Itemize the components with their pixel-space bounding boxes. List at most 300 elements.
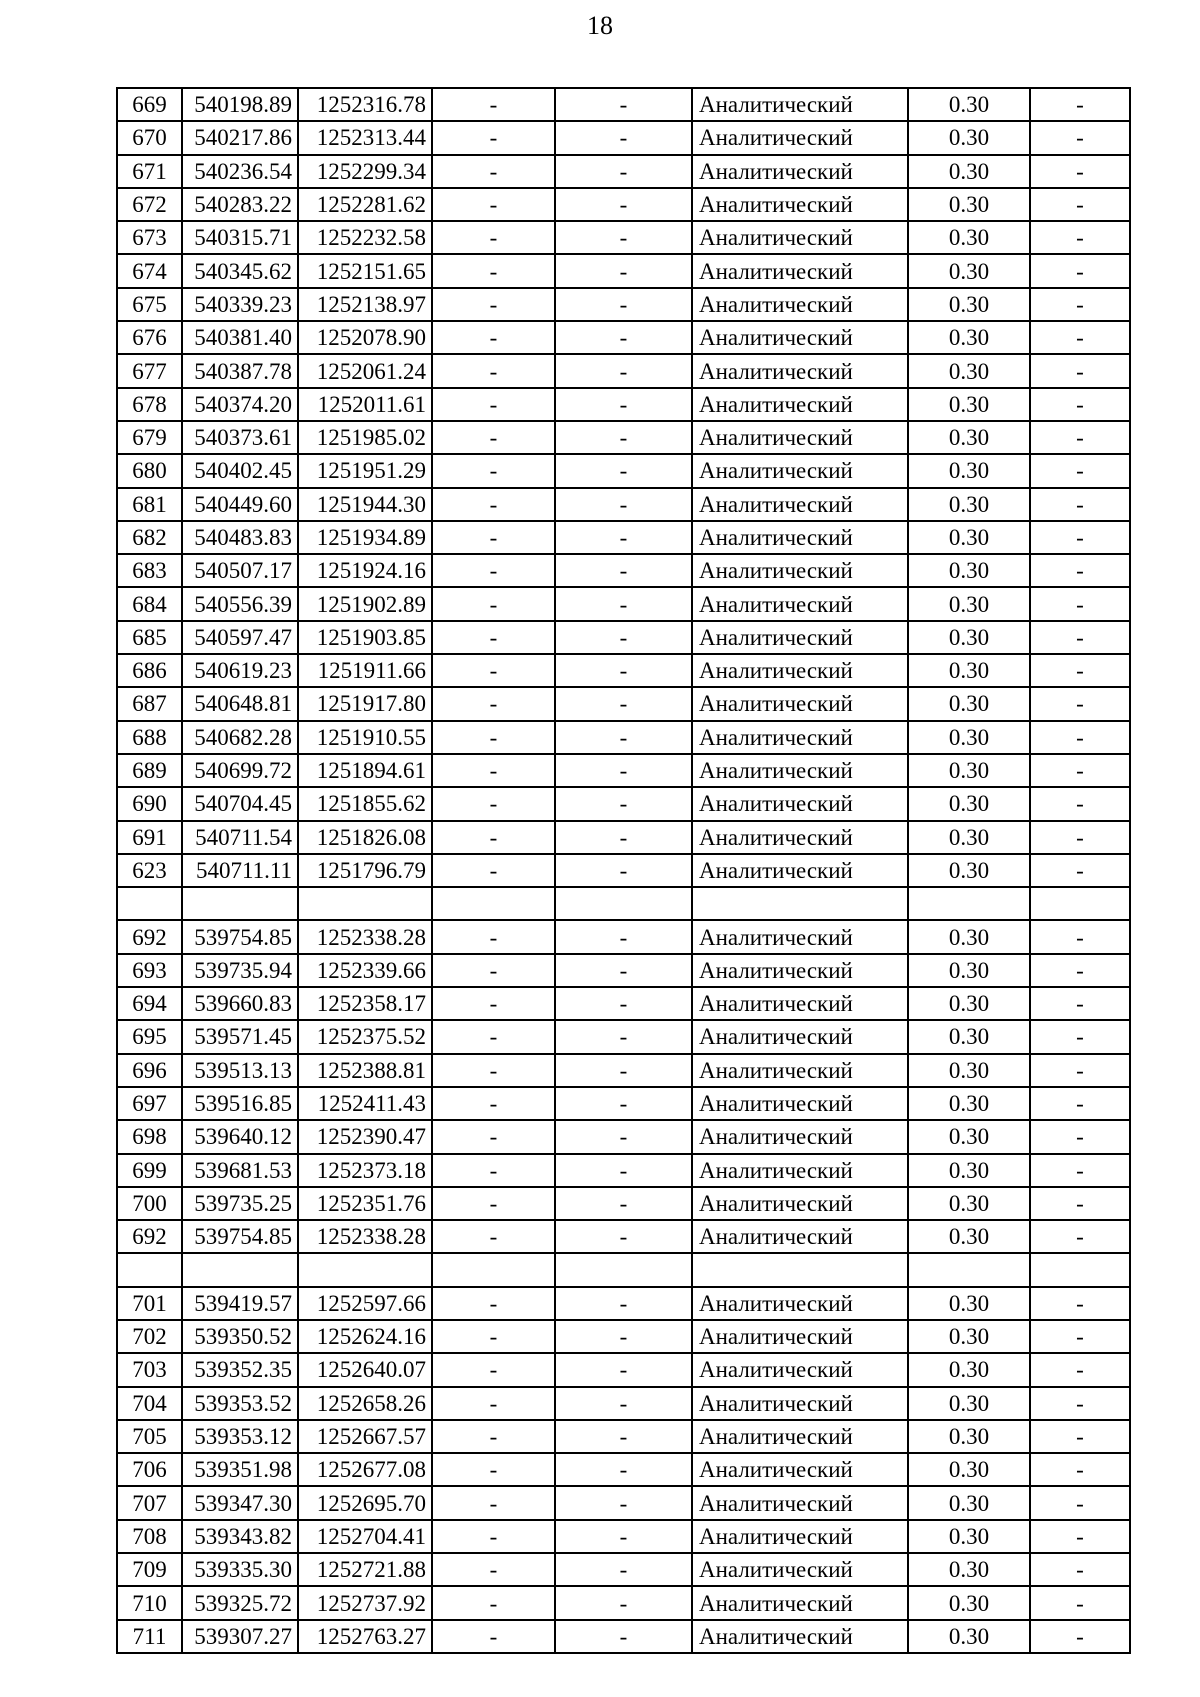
- x-coordinate-cell: 539513.13: [182, 1054, 298, 1087]
- y-coordinate-cell: 1252358.17: [298, 987, 432, 1020]
- col8-cell: -: [1030, 1353, 1130, 1386]
- table-row: [117, 1187, 1130, 1220]
- y-coordinate-cell: 1252640.07: [298, 1353, 432, 1386]
- accuracy-cell: 0.30: [908, 721, 1030, 754]
- method-cell: Аналитический: [692, 488, 908, 521]
- y-coordinate-cell: [298, 887, 432, 920]
- method-cell: Аналитический: [692, 1020, 908, 1053]
- col8-cell: -: [1030, 321, 1130, 354]
- col5-cell: -: [555, 821, 692, 854]
- table-row: [117, 421, 1130, 454]
- col4-cell: -: [432, 155, 555, 188]
- table-row: [117, 488, 1130, 521]
- col4-cell: -: [432, 1453, 555, 1486]
- method-cell: Аналитический: [692, 721, 908, 754]
- table-row: [117, 1020, 1130, 1053]
- col5-cell: -: [555, 521, 692, 554]
- method-cell: Аналитический: [692, 621, 908, 654]
- col4-cell: -: [432, 1187, 555, 1220]
- point-number-cell: 698: [117, 1120, 182, 1153]
- accuracy-cell: 0.30: [908, 587, 1030, 620]
- y-coordinate-cell: 1252737.92: [298, 1586, 432, 1619]
- col5-cell: -: [555, 421, 692, 454]
- x-coordinate-cell: 540619.23: [182, 654, 298, 687]
- y-coordinate-cell: 1251903.85: [298, 621, 432, 654]
- y-coordinate-cell: 1252138.97: [298, 288, 432, 321]
- col5-cell: -: [555, 221, 692, 254]
- accuracy-cell: 0.30: [908, 1420, 1030, 1453]
- method-cell: Аналитический: [692, 1087, 908, 1120]
- point-number-cell: 669: [117, 88, 182, 121]
- accuracy-cell: 0.30: [908, 354, 1030, 387]
- col4-cell: -: [432, 1154, 555, 1187]
- col4-cell: -: [432, 188, 555, 221]
- y-coordinate-cell: 1252704.41: [298, 1520, 432, 1553]
- x-coordinate-cell: 539343.82: [182, 1520, 298, 1553]
- accuracy-cell: 0.30: [908, 454, 1030, 487]
- point-number-cell: 691: [117, 821, 182, 854]
- y-coordinate-cell: 1252281.62: [298, 188, 432, 221]
- method-cell: Аналитический: [692, 654, 908, 687]
- x-coordinate-cell: 540556.39: [182, 587, 298, 620]
- coordinates-table: [116, 87, 1131, 1654]
- col4-cell: -: [432, 587, 555, 620]
- col8-cell: -: [1030, 188, 1130, 221]
- col5-cell: -: [555, 321, 692, 354]
- col4-cell: -: [432, 554, 555, 587]
- x-coordinate-cell: 540402.45: [182, 454, 298, 487]
- x-coordinate-cell: 540283.22: [182, 188, 298, 221]
- col4-cell: -: [432, 1620, 555, 1653]
- method-cell: Аналитический: [692, 687, 908, 720]
- table-row: [117, 920, 1130, 953]
- table-row: [117, 121, 1130, 154]
- col8-cell: -: [1030, 155, 1130, 188]
- col8-cell: -: [1030, 1387, 1130, 1420]
- y-coordinate-cell: 1251826.08: [298, 821, 432, 854]
- method-cell: Аналитический: [692, 1353, 908, 1386]
- col4-cell: -: [432, 1520, 555, 1553]
- point-number-cell: 683: [117, 554, 182, 587]
- x-coordinate-cell: 540217.86: [182, 121, 298, 154]
- col4-cell: -: [432, 1353, 555, 1386]
- accuracy-cell: 0.30: [908, 421, 1030, 454]
- y-coordinate-cell: 1251796.79: [298, 854, 432, 887]
- col5-cell: -: [555, 1620, 692, 1653]
- y-coordinate-cell: 1252338.28: [298, 920, 432, 953]
- point-number-cell: 708: [117, 1520, 182, 1553]
- col4-cell: -: [432, 288, 555, 321]
- point-number-cell: 688: [117, 721, 182, 754]
- col4-cell: -: [432, 654, 555, 687]
- table-row: [117, 1287, 1130, 1320]
- col8-cell: -: [1030, 421, 1130, 454]
- table-row: [117, 1087, 1130, 1120]
- method-cell: Аналитический: [692, 854, 908, 887]
- col8-cell: -: [1030, 1220, 1130, 1253]
- col4-cell: -: [432, 1087, 555, 1120]
- method-cell: Аналитический: [692, 521, 908, 554]
- y-coordinate-cell: 1252375.52: [298, 1020, 432, 1053]
- col5-cell: -: [555, 1287, 692, 1320]
- y-coordinate-cell: 1252411.43: [298, 1087, 432, 1120]
- accuracy-cell: 0.30: [908, 155, 1030, 188]
- col5-cell: -: [555, 1586, 692, 1619]
- table-row: [117, 1253, 1130, 1286]
- x-coordinate-cell: 539660.83: [182, 987, 298, 1020]
- x-coordinate-cell: 539353.12: [182, 1420, 298, 1453]
- point-number-cell: 701: [117, 1287, 182, 1320]
- col4-cell: -: [432, 321, 555, 354]
- x-coordinate-cell: 540682.28: [182, 721, 298, 754]
- col5-cell: -: [555, 1154, 692, 1187]
- method-cell: Аналитический: [692, 155, 908, 188]
- accuracy-cell: 0.30: [908, 221, 1030, 254]
- y-coordinate-cell: 1251934.89: [298, 521, 432, 554]
- accuracy-cell: 0.30: [908, 554, 1030, 587]
- col8-cell: -: [1030, 787, 1130, 820]
- col8-cell: -: [1030, 1620, 1130, 1653]
- point-number-cell: 673: [117, 221, 182, 254]
- table-row: [117, 1320, 1130, 1353]
- method-cell: Аналитический: [692, 321, 908, 354]
- table-row: [117, 654, 1130, 687]
- col4-cell: -: [432, 821, 555, 854]
- table-row: [117, 254, 1130, 287]
- col5-cell: -: [555, 1320, 692, 1353]
- x-coordinate-cell: 540345.62: [182, 254, 298, 287]
- method-cell: Аналитический: [692, 587, 908, 620]
- table-row: [117, 188, 1130, 221]
- accuracy-cell: 0.30: [908, 88, 1030, 121]
- table-row: [117, 388, 1130, 421]
- table-row: [117, 554, 1130, 587]
- x-coordinate-cell: 540648.81: [182, 687, 298, 720]
- accuracy-cell: 0.30: [908, 1387, 1030, 1420]
- point-number-cell: 670: [117, 121, 182, 154]
- method-cell: Аналитический: [692, 88, 908, 121]
- point-number-cell: 707: [117, 1486, 182, 1519]
- table-row: [117, 155, 1130, 188]
- y-coordinate-cell: 1252078.90: [298, 321, 432, 354]
- x-coordinate-cell: 539681.53: [182, 1154, 298, 1187]
- method-cell: Аналитический: [692, 821, 908, 854]
- col8-cell: -: [1030, 88, 1130, 121]
- col4-cell: -: [432, 920, 555, 953]
- x-coordinate-cell: 539335.30: [182, 1553, 298, 1586]
- method-cell: Аналитический: [692, 221, 908, 254]
- method-cell: Аналитический: [692, 1187, 908, 1220]
- col8-cell: -: [1030, 1453, 1130, 1486]
- col5-cell: -: [555, 1087, 692, 1120]
- col4-cell: -: [432, 1486, 555, 1519]
- col5-cell: -: [555, 121, 692, 154]
- table-row: [117, 754, 1130, 787]
- table-row: [117, 288, 1130, 321]
- col8-cell: -: [1030, 654, 1130, 687]
- col4-cell: -: [432, 254, 555, 287]
- x-coordinate-cell: 539352.35: [182, 1353, 298, 1386]
- y-coordinate-cell: 1252390.47: [298, 1120, 432, 1153]
- x-coordinate-cell: 540711.54: [182, 821, 298, 854]
- method-cell: [692, 1253, 908, 1286]
- col8-cell: -: [1030, 1154, 1130, 1187]
- col4-cell: -: [432, 1387, 555, 1420]
- col4-cell: [432, 887, 555, 920]
- col4-cell: -: [432, 421, 555, 454]
- accuracy-cell: 0.30: [908, 787, 1030, 820]
- col4-cell: -: [432, 488, 555, 521]
- col4-cell: -: [432, 1054, 555, 1087]
- table-row: [117, 1553, 1130, 1586]
- point-number-cell: 678: [117, 388, 182, 421]
- y-coordinate-cell: 1252299.34: [298, 155, 432, 188]
- x-coordinate-cell: 539350.52: [182, 1320, 298, 1353]
- method-cell: Аналитический: [692, 1220, 908, 1253]
- point-number-cell: 672: [117, 188, 182, 221]
- method-cell: Аналитический: [692, 188, 908, 221]
- accuracy-cell: 0.30: [908, 1120, 1030, 1153]
- accuracy-cell: 0.30: [908, 1586, 1030, 1619]
- col8-cell: -: [1030, 1320, 1130, 1353]
- y-coordinate-cell: 1252151.65: [298, 254, 432, 287]
- y-coordinate-cell: 1252338.28: [298, 1220, 432, 1253]
- accuracy-cell: 0.30: [908, 1353, 1030, 1386]
- method-cell: Аналитический: [692, 1486, 908, 1519]
- point-number-cell: 677: [117, 354, 182, 387]
- accuracy-cell: 0.30: [908, 1553, 1030, 1586]
- accuracy-cell: 0.30: [908, 1220, 1030, 1253]
- x-coordinate-cell: 540198.89: [182, 88, 298, 121]
- col8-cell: -: [1030, 587, 1130, 620]
- method-cell: [692, 887, 908, 920]
- col5-cell: -: [555, 354, 692, 387]
- method-cell: Аналитический: [692, 754, 908, 787]
- y-coordinate-cell: 1251944.30: [298, 488, 432, 521]
- col8-cell: -: [1030, 721, 1130, 754]
- col5-cell: -: [555, 754, 692, 787]
- point-number-cell: 682: [117, 521, 182, 554]
- col5-cell: -: [555, 721, 692, 754]
- y-coordinate-cell: [298, 1253, 432, 1286]
- table-row: [117, 854, 1130, 887]
- point-number-cell: 679: [117, 421, 182, 454]
- col8-cell: -: [1030, 687, 1130, 720]
- col8-cell: -: [1030, 1486, 1130, 1519]
- table-row: [117, 687, 1130, 720]
- table-row: [117, 521, 1130, 554]
- col5-cell: -: [555, 454, 692, 487]
- method-cell: Аналитический: [692, 1120, 908, 1153]
- x-coordinate-cell: [182, 1253, 298, 1286]
- col5-cell: [555, 1253, 692, 1286]
- col8-cell: [1030, 1253, 1130, 1286]
- x-coordinate-cell: 539571.45: [182, 1020, 298, 1053]
- x-coordinate-cell: 540315.71: [182, 221, 298, 254]
- accuracy-cell: 0.30: [908, 321, 1030, 354]
- point-number-cell: 671: [117, 155, 182, 188]
- col8-cell: -: [1030, 1420, 1130, 1453]
- y-coordinate-cell: 1252658.26: [298, 1387, 432, 1420]
- col8-cell: -: [1030, 854, 1130, 887]
- point-number-cell: 709: [117, 1553, 182, 1586]
- table-row: [117, 1220, 1130, 1253]
- col8-cell: -: [1030, 388, 1130, 421]
- col5-cell: -: [555, 388, 692, 421]
- accuracy-cell: 0.30: [908, 920, 1030, 953]
- point-number-cell: 694: [117, 987, 182, 1020]
- x-coordinate-cell: 540449.60: [182, 488, 298, 521]
- col4-cell: -: [432, 88, 555, 121]
- col8-cell: -: [1030, 1586, 1130, 1619]
- accuracy-cell: 0.30: [908, 521, 1030, 554]
- table-row: [117, 1453, 1130, 1486]
- col4-cell: -: [432, 121, 555, 154]
- accuracy-cell: 0.30: [908, 621, 1030, 654]
- accuracy-cell: 0.30: [908, 1320, 1030, 1353]
- accuracy-cell: 0.30: [908, 488, 1030, 521]
- x-coordinate-cell: 540236.54: [182, 155, 298, 188]
- y-coordinate-cell: 1252339.66: [298, 954, 432, 987]
- col8-cell: -: [1030, 354, 1130, 387]
- y-coordinate-cell: 1251924.16: [298, 554, 432, 587]
- table-row: [117, 1420, 1130, 1453]
- y-coordinate-cell: 1252763.27: [298, 1620, 432, 1653]
- table-row: [117, 1120, 1130, 1153]
- accuracy-cell: 0.30: [908, 1453, 1030, 1486]
- col8-cell: -: [1030, 754, 1130, 787]
- col4-cell: -: [432, 721, 555, 754]
- x-coordinate-cell: 540387.78: [182, 354, 298, 387]
- table-row: [117, 1620, 1130, 1653]
- y-coordinate-cell: 1251902.89: [298, 587, 432, 620]
- col4-cell: -: [432, 787, 555, 820]
- col5-cell: -: [555, 1020, 692, 1053]
- point-number-cell: 703: [117, 1353, 182, 1386]
- col8-cell: -: [1030, 1520, 1130, 1553]
- method-cell: Аналитический: [692, 288, 908, 321]
- col8-cell: -: [1030, 920, 1130, 953]
- point-number-cell: 685: [117, 621, 182, 654]
- method-cell: Аналитический: [692, 987, 908, 1020]
- method-cell: Аналитический: [692, 554, 908, 587]
- accuracy-cell: 0.30: [908, 1087, 1030, 1120]
- col4-cell: [432, 1253, 555, 1286]
- y-coordinate-cell: 1252667.57: [298, 1420, 432, 1453]
- accuracy-cell: 0.30: [908, 1020, 1030, 1053]
- col5-cell: [555, 887, 692, 920]
- accuracy-cell: 0.30: [908, 654, 1030, 687]
- accuracy-cell: 0.30: [908, 1287, 1030, 1320]
- point-number-cell: 705: [117, 1420, 182, 1453]
- table-row: [117, 221, 1130, 254]
- col4-cell: -: [432, 1120, 555, 1153]
- col5-cell: -: [555, 1120, 692, 1153]
- col5-cell: -: [555, 1187, 692, 1220]
- col8-cell: -: [1030, 1553, 1130, 1586]
- table-row: [117, 1486, 1130, 1519]
- col4-cell: -: [432, 1320, 555, 1353]
- y-coordinate-cell: 1252316.78: [298, 88, 432, 121]
- col5-cell: -: [555, 554, 692, 587]
- accuracy-cell: 0.30: [908, 821, 1030, 854]
- col8-cell: -: [1030, 454, 1130, 487]
- y-coordinate-cell: 1251985.02: [298, 421, 432, 454]
- table-row: [117, 1387, 1130, 1420]
- col4-cell: -: [432, 1420, 555, 1453]
- y-coordinate-cell: 1251910.55: [298, 721, 432, 754]
- y-coordinate-cell: 1251894.61: [298, 754, 432, 787]
- x-coordinate-cell: [182, 887, 298, 920]
- accuracy-cell: 0.30: [908, 1520, 1030, 1553]
- col5-cell: -: [555, 1220, 692, 1253]
- col8-cell: -: [1030, 488, 1130, 521]
- table-row: [117, 887, 1130, 920]
- col8-cell: -: [1030, 554, 1130, 587]
- y-coordinate-cell: 1252373.18: [298, 1154, 432, 1187]
- table-row: [117, 88, 1130, 121]
- col4-cell: -: [432, 221, 555, 254]
- col5-cell: -: [555, 1387, 692, 1420]
- col5-cell: -: [555, 687, 692, 720]
- col5-cell: -: [555, 787, 692, 820]
- point-number-cell: 681: [117, 488, 182, 521]
- accuracy-cell: 0.30: [908, 687, 1030, 720]
- table-row: [117, 587, 1130, 620]
- col4-cell: -: [432, 854, 555, 887]
- point-number-cell: 675: [117, 288, 182, 321]
- x-coordinate-cell: 540597.47: [182, 621, 298, 654]
- point-number-cell: 680: [117, 454, 182, 487]
- col4-cell: -: [432, 454, 555, 487]
- accuracy-cell: 0.30: [908, 121, 1030, 154]
- col4-cell: -: [432, 1553, 555, 1586]
- table-row: [117, 454, 1130, 487]
- accuracy-cell: 0.30: [908, 188, 1030, 221]
- col8-cell: -: [1030, 288, 1130, 321]
- col5-cell: -: [555, 1353, 692, 1386]
- col4-cell: -: [432, 687, 555, 720]
- x-coordinate-cell: 539754.85: [182, 920, 298, 953]
- method-cell: Аналитический: [692, 954, 908, 987]
- point-number-cell: 706: [117, 1453, 182, 1486]
- accuracy-cell: [908, 887, 1030, 920]
- x-coordinate-cell: 539347.30: [182, 1486, 298, 1519]
- y-coordinate-cell: 1252313.44: [298, 121, 432, 154]
- point-number-cell: 692: [117, 1220, 182, 1253]
- table-body: [117, 88, 1130, 1653]
- point-number-cell: 693: [117, 954, 182, 987]
- col5-cell: -: [555, 1520, 692, 1553]
- col8-cell: -: [1030, 821, 1130, 854]
- col8-cell: -: [1030, 1020, 1130, 1053]
- col5-cell: -: [555, 587, 692, 620]
- x-coordinate-cell: 540507.17: [182, 554, 298, 587]
- x-coordinate-cell: 540373.61: [182, 421, 298, 454]
- point-number-cell: 700: [117, 1187, 182, 1220]
- point-number-cell: 676: [117, 321, 182, 354]
- y-coordinate-cell: 1251951.29: [298, 454, 432, 487]
- point-number-cell: [117, 1253, 182, 1286]
- col5-cell: -: [555, 1486, 692, 1519]
- y-coordinate-cell: 1252388.81: [298, 1054, 432, 1087]
- table-row: [117, 621, 1130, 654]
- col5-cell: -: [555, 188, 692, 221]
- col8-cell: -: [1030, 121, 1130, 154]
- col8-cell: -: [1030, 1287, 1130, 1320]
- col8-cell: -: [1030, 254, 1130, 287]
- x-coordinate-cell: 539640.12: [182, 1120, 298, 1153]
